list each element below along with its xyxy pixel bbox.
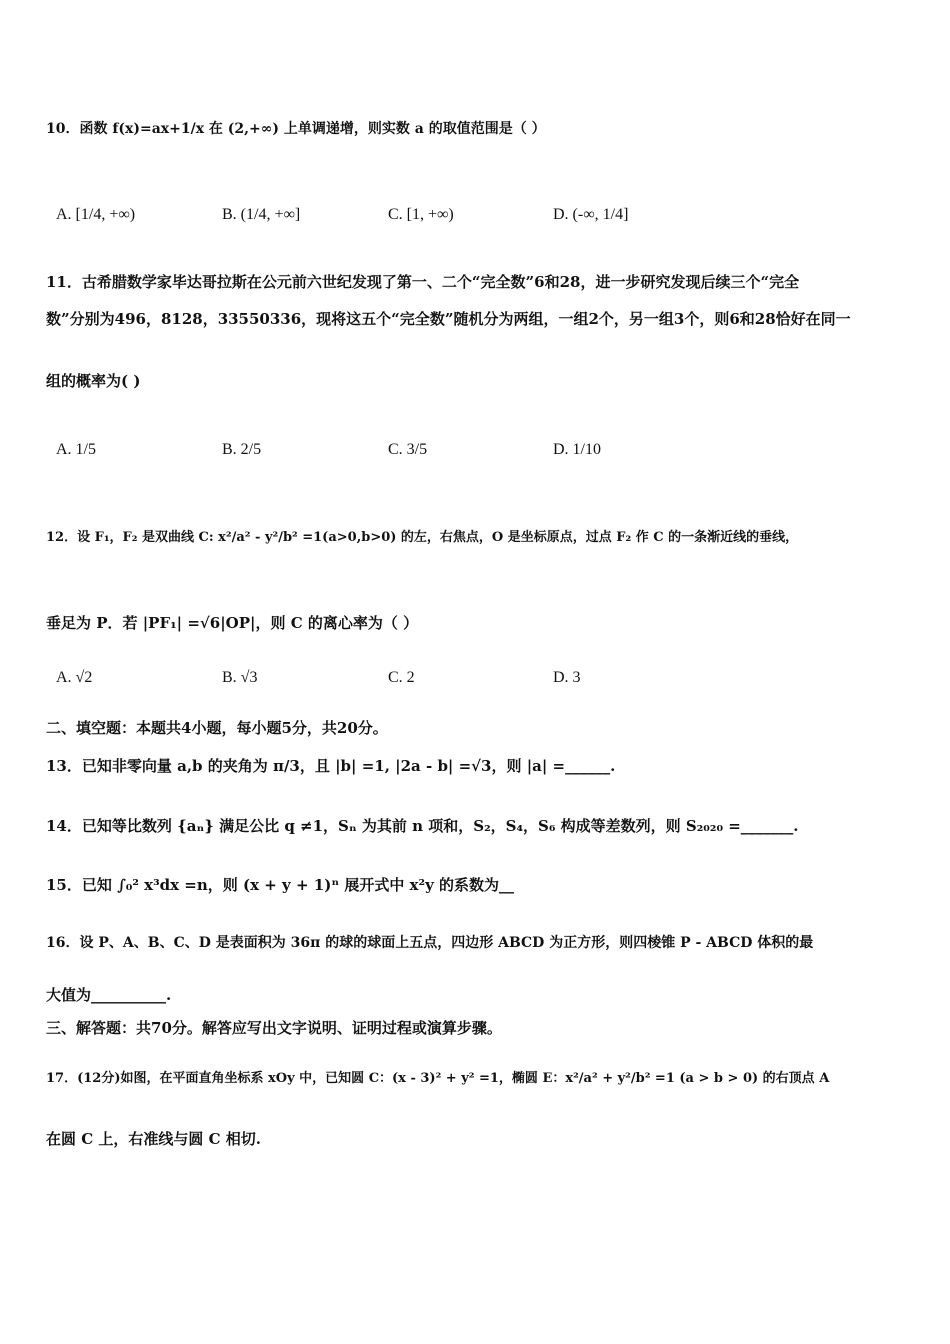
section-solution-title: 三、解答题：共70分。解答应写出文字说明、证明过程或演算步骤。 (46, 1019, 502, 1037)
q10-option-d[interactable]: D. (-∞, 1/4] (553, 206, 629, 223)
q12-option-c[interactable]: C. 2 (388, 669, 415, 686)
q10-text: 10．函数 f(x)=ax+1/x 在 (2,+∞) 上单调递增，则实数 a 的取值范围是（ ） (46, 121, 546, 137)
q17-line1: 17．(12分)如图，在平面直角坐标系 xOy 中，已知圆 C：(x - 3)² + y² =1，椭圆 E：x²/a² + y²/b² =1 (a > b > 0) 的右顶点 A (46, 1071, 830, 1086)
q16-line1: 16．设 P、A、B、C、D 是表面积为 36π 的球的球面上五点，四边形 ABCD 为正方形，则四棱锥 P - ABCD 体积的最 (46, 935, 814, 951)
q15-text: 15．已知 ∫₀² x³dx =n，则 (x + y + 1)ⁿ 展开式中 x²y 的系数为__ (46, 876, 515, 894)
q12-line2: 垂足为 P．若 |PF₁| =√6|OP|，则 C 的离心率为（ ） (46, 614, 419, 632)
q10-option-b[interactable]: B. (1/4, +∞] (222, 206, 301, 223)
q11-option-b[interactable]: B. 2/5 (222, 441, 262, 458)
section-fill-in-title: 二、填空题：本题共4小题，每小题5分，共20分。 (46, 719, 388, 737)
q11-option-a[interactable]: A. 1/5 (56, 441, 96, 458)
q11-line3: 组的概率为( ) (46, 372, 141, 390)
q11-line1: 11．古希腊数学家毕达哥拉斯在公元前六世纪发现了第一、二个“完全数”6和28，进一步研究发现后续三个“完全 (46, 273, 800, 291)
q10-option-c[interactable]: C. [1, +∞) (388, 206, 454, 223)
q11-line2: 数”分别为496，8128，33550336，现将这五个“完全数”随机分为两组，一组2个，另一组3个，则6和28恰好在同一 (46, 310, 851, 328)
q10-option-a[interactable]: A. [1/4, +∞) (56, 206, 136, 223)
q17-line2: 在圆 C 上，右准线与圆 C 相切. (46, 1130, 261, 1148)
q12-line1: 12．设 F₁，F₂ 是双曲线 C: x²/a² - y²/b² =1(a>0,b>0) 的左，右焦点，O 是坐标原点，过点 F₂ 作 C 的一条渐近线的垂线， (46, 530, 799, 545)
q13-text: 13．已知非零向量 a,b 的夹角为 π/3，且 |b| =1, |2a - b| =√3，则 |a| =______. (46, 757, 616, 775)
q14-text: 14．已知等比数列 {aₙ} 满足公比 q ≠1，Sₙ 为其前 n 项和，S₂，S₄，S₆ 构成等差数列，则 S₂₀₂₀ =_______. (46, 817, 799, 835)
q12-option-d[interactable]: D. 3 (553, 669, 581, 686)
q12-option-b[interactable]: B. √3 (222, 669, 258, 686)
q12-option-a[interactable]: A. √2 (56, 669, 93, 686)
q10-stem (46, 118, 546, 138)
q11-option-c[interactable]: C. 3/5 (388, 441, 428, 458)
q11-option-d[interactable]: D. 1/10 (553, 441, 601, 458)
q16-line2: 大值为__________. (46, 986, 172, 1004)
